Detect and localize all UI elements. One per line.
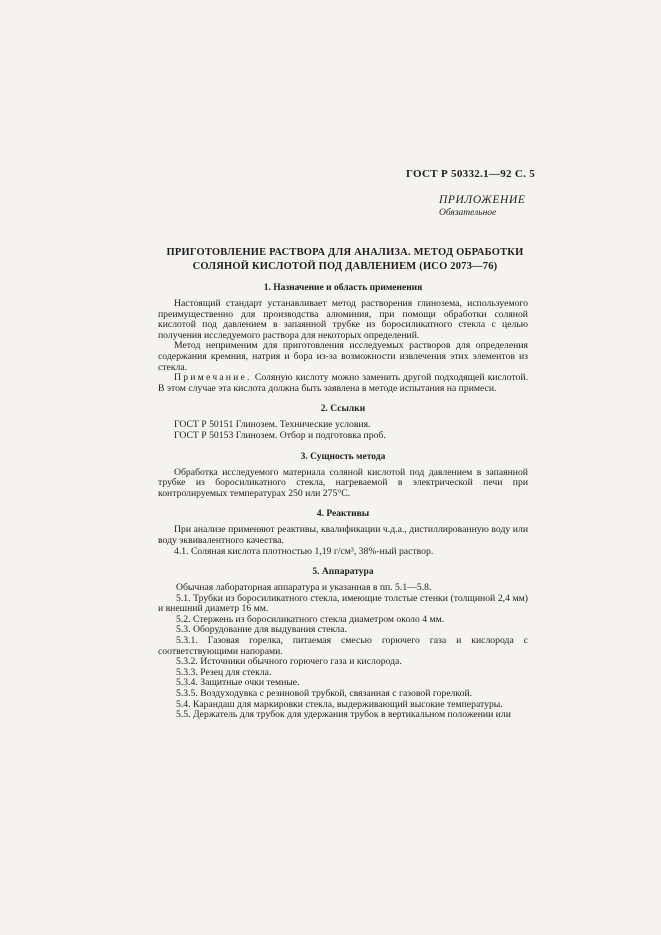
section-5-item: 5.5. Держатель для трубок для удержания трубок в вертикальном положении или	[176, 709, 511, 721]
section-5-title: 5. Аппаратура	[312, 567, 374, 578]
note-label: Примечание.	[174, 372, 252, 384]
section-5-item: 5.3.4. Защитные очки темные.	[176, 677, 300, 689]
section-5-item: 5.3.3. Резец для стекла.	[176, 666, 272, 678]
title-line-2: СОЛЯНОЙ КИСЛОТОЙ ПОД ДАВЛЕНИЕМ (ИСО 2073—76)	[192, 261, 498, 272]
section-1-paragraph-1: Настоящий стандарт устанавливает метод растворения глинозема, используемого преимущественно для производства алюминия, при помощи обработки соляной кислотой под давлением в запаянной трубке из боросиликатного стекла с целью получения исследуемого раствора для некоторых определений.	[158, 298, 528, 341]
appendix-label: ПРИЛОЖЕНИЕ	[439, 194, 526, 206]
page-header: ГОСТ Р 50332.1—92 С. 5	[406, 168, 535, 180]
document-body	[158, 283, 528, 721]
title-line-1: ПРИГОТОВЛЕНИЕ РАСТВОРА ДЛЯ АНАЛИЗА. МЕТОД ОБРАБОТКИ	[166, 247, 524, 258]
appendix-status: Обязательное	[439, 208, 497, 218]
section-5-item: 5.2. Стержень из боросиликатного стекла диаметром около 4 мм.	[176, 613, 445, 625]
section-5-item: 5.3.1. Газовая горелка, питаемая смесью горючего газа и кислорода с соответствующими напорами.	[158, 635, 528, 657]
section-1-note	[158, 373, 528, 394]
section-2-reference-1: ГОСТ Р 50151 Глинозем. Технические условия.	[174, 419, 371, 431]
section-4-title: 4. Реактивы	[316, 509, 370, 520]
section-5-item: 5.4. Карандаш для маркировки стекла, выдерживающий высокие температуры.	[176, 698, 503, 710]
section-2-reference-2: ГОСТ Р 50153 Глинозем. Отбор и подготовка проб.	[174, 429, 386, 441]
section-4-paragraph-1: При анализе применяют реактивы, квалификации ч.д.а., дистиллированную воду или воду эквивалентного качества.	[158, 524, 528, 546]
section-5-item: 5.3.5. Воздуходувка с резиновой трубкой, связанная с газовой горелкой.	[176, 688, 473, 700]
note-text: Соляную кислоту можно заменить другой подходящей кислотой. В этом случае эта кислота должна быть заявлена в методе испытания на примеси.	[158, 372, 528, 394]
section-5-item: 5.3.2. Источники обычного горючего газа и кислорода.	[176, 656, 402, 668]
document-title	[160, 246, 530, 274]
section-3-paragraph-1: Обработка исследуемого материала соляной кислотой под давлением в запаянной трубке из боросиликатного стекла, нагреваемой в электрической печи при контролируемых температурах 250 или 275°С.	[158, 466, 528, 499]
section-1-title: 1. Назначение и область применения	[263, 283, 423, 293]
section-5-item: Обычная лабораторная аппаратура и указанная в пп. 5.1—5.8.	[176, 582, 432, 594]
section-5-item: 5.1. Трубки из боросиликатного стекла, имеющие толстые стенки (толщиной 2,4 мм) и внешний диаметр 16 мм.	[158, 592, 528, 615]
section-5-item: 5.3. Оборудование для выдувания стекла.	[176, 624, 347, 636]
section-1-paragraph-2: Метод неприменим для приготовления исследуемых растворов для определения содержания кремния, натрия и бора из-за возможности извлечения этих элементов из стекла.	[158, 340, 528, 373]
section-4-item-4-1: 4.1. Соляная кислота плотностью 1,19 г/см³, 38%-ный раствор.	[174, 545, 434, 557]
section-2-title: 2. Ссылки	[320, 404, 366, 415]
section-3-title: 3. Сущность метода	[300, 451, 386, 462]
